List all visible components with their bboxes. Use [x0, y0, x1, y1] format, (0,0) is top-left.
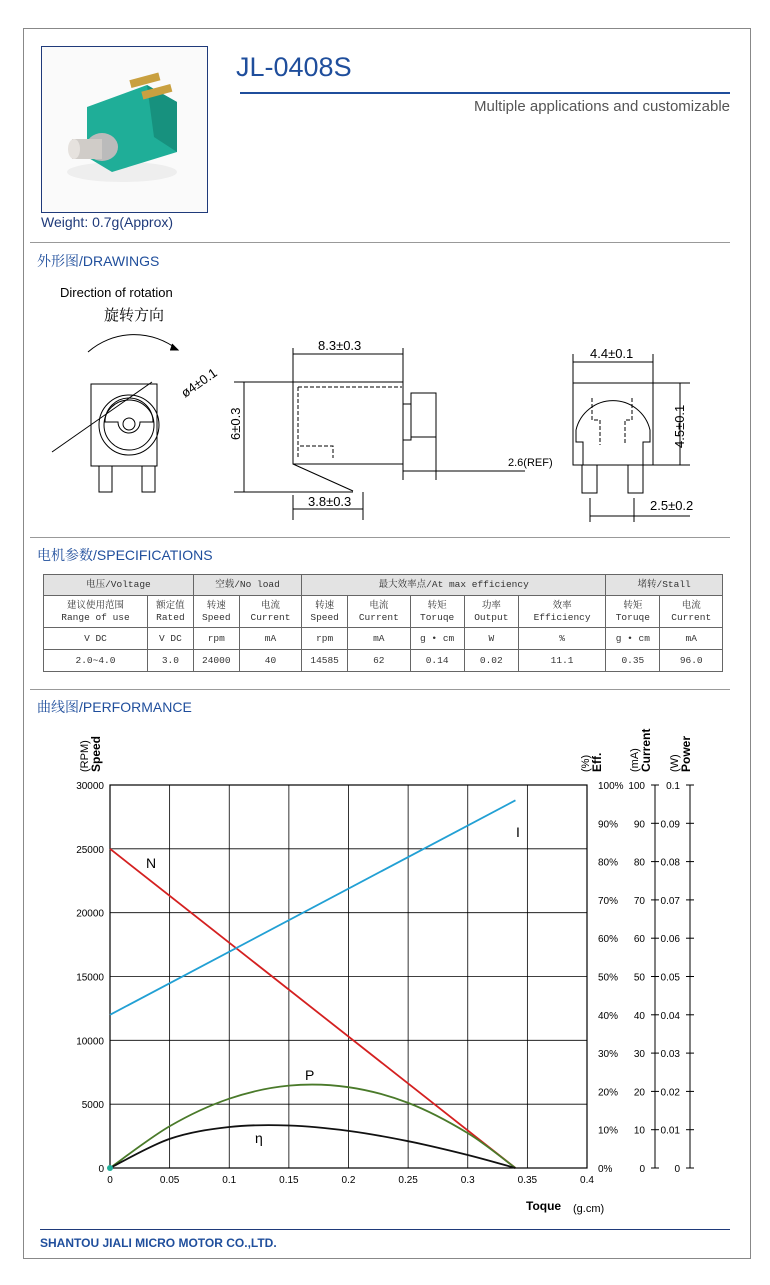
spec-header [518, 596, 605, 628]
eff-tick-label: 30% [598, 1049, 619, 1061]
header-cn: 转速 [206, 599, 226, 611]
header-cn: 转速 [315, 599, 335, 611]
speed-tick-label: 0 [98, 1164, 104, 1175]
header-en: Speed [202, 611, 231, 623]
series-line-I [110, 800, 515, 1014]
eff-tick-label: 10% [598, 1125, 619, 1137]
header-en: Current [250, 611, 291, 623]
weight-label: Weight: 0.7g(Approx) [41, 214, 174, 230]
speed-tick-label: 30000 [76, 781, 104, 792]
spec-header [660, 596, 723, 628]
current-tick-label: 50 [633, 972, 645, 984]
power-tick-label: 0 [674, 1164, 680, 1175]
spec-header [193, 596, 239, 628]
header-cn: 额定值 [156, 599, 185, 611]
x-tick-label: 0 [107, 1175, 113, 1186]
x-tick-label: 0.05 [159, 1175, 180, 1186]
current-tick-label: 40 [633, 1010, 645, 1022]
drawings-section-title: 外形图/DRAWINGS [37, 253, 160, 269]
speed-tick-label: 10000 [76, 1036, 104, 1048]
header-en: Range of use [61, 611, 130, 623]
group-no-load: 空载/No load [193, 575, 301, 596]
current-tick-label: 80 [633, 857, 645, 869]
eff-tick-label: 80% [598, 857, 619, 869]
x-tick-label: 0.35 [517, 1175, 538, 1186]
dim-width: 4.4±0.1 [590, 346, 634, 361]
spec-value: 3.0 [147, 650, 193, 672]
speed-axis-title: Speed [89, 735, 103, 772]
power-tick-label: 0.08 [660, 857, 680, 869]
current-tick-label: 30 [633, 1049, 645, 1061]
spec-value: 24000 [193, 650, 239, 672]
dim-terminal: 3.8±0.3 [308, 494, 352, 509]
speed-tick-label: 25000 [76, 844, 104, 856]
current-tick-label: 90 [633, 819, 645, 831]
eff-tick-label: 50% [598, 972, 619, 984]
spec-unit: g • cm [410, 628, 464, 650]
divider [30, 689, 730, 690]
spec-value: 0.35 [606, 650, 660, 672]
series-line-eta [110, 1125, 515, 1168]
header-cn: 电流 [369, 599, 389, 611]
spec-header [147, 596, 193, 628]
spec-unit: mA [348, 628, 410, 650]
x-axis-unit: (g.cm) [573, 1203, 605, 1215]
x-axis-title: Toque [526, 1199, 562, 1213]
origin-marker [107, 1165, 113, 1171]
specs-section-title: 电机参数/SPECIFICATIONS [37, 547, 213, 563]
product-photo [41, 46, 208, 213]
spec-header [410, 596, 464, 628]
spec-header [348, 596, 410, 628]
dim-height: 6±0.3 [228, 407, 243, 440]
spec-header [44, 596, 148, 628]
speed-tick-label: 15000 [76, 972, 104, 984]
header-en: Toruqe [420, 611, 455, 623]
header-cn: 电流 [260, 599, 280, 611]
speed-axis-unit: (RPM) [79, 740, 91, 772]
spec-unit: V DC [147, 628, 193, 650]
spec-header [239, 596, 301, 628]
power-tick-label: 0.01 [660, 1125, 680, 1137]
header-cn: 功率 [481, 599, 501, 611]
spec-header [606, 596, 660, 628]
dim-diameter: ø4±0.1 [178, 365, 220, 401]
header-cn: 电流 [681, 599, 701, 611]
product-title: JL-0408S [236, 52, 352, 82]
series-label: η [255, 1130, 263, 1146]
header-en: Current [358, 611, 399, 623]
eff-tick-label: 20% [598, 1087, 619, 1099]
performance-chart [0, 710, 770, 1220]
group-max-eff: 最大效率点/At max efficiency [302, 575, 606, 596]
dim-side-height: 4.5±0.1 [672, 404, 687, 448]
power-tick-label: 0.03 [660, 1049, 680, 1061]
header-en: Speed [310, 611, 339, 623]
speed-tick-label: 20000 [76, 908, 104, 920]
series-label: I [516, 824, 520, 840]
current-tick-label: 0 [639, 1164, 645, 1175]
spec-unit: V DC [44, 628, 148, 650]
x-tick-label: 0.2 [341, 1175, 356, 1186]
header-cn: 效率 [552, 599, 572, 611]
power-tick-label: 0.06 [660, 934, 680, 946]
group-stall: 堵转/Stall [606, 575, 723, 596]
current-axis-title: Current [639, 728, 653, 772]
spec-value: 11.1 [518, 650, 605, 672]
performance-section-title: 曲线图/PERFORMANCE [37, 699, 192, 715]
power-axis-unit: (W) [669, 754, 681, 772]
header-cn: 建议使用范围 [66, 599, 124, 611]
dim-shaft: 2.6(REF) [508, 457, 553, 469]
series-label: N [146, 855, 157, 871]
x-tick-label: 0.4 [580, 1175, 594, 1186]
eff-tick-label: 40% [598, 1010, 619, 1022]
spec-header [464, 596, 518, 628]
eff-tick-label: 60% [598, 934, 619, 946]
divider [30, 242, 730, 243]
power-tick-label: 0.09 [660, 819, 680, 831]
x-tick-label: 0.3 [460, 1175, 475, 1186]
eff-tick-label: 0% [598, 1164, 613, 1175]
power-tick-label: 0.05 [660, 972, 680, 984]
power-tick-label: 0.02 [660, 1087, 680, 1099]
x-tick-label: 0.15 [279, 1175, 299, 1186]
company-name: SHANTOU JIALI MICRO MOTOR CO.,LTD. [40, 1236, 277, 1250]
power-tick-label: 0.07 [660, 895, 680, 907]
current-tick-label: 100 [628, 781, 645, 792]
spec-value: 0.02 [464, 650, 518, 672]
spec-unit: rpm [302, 628, 348, 650]
header-en: Current [671, 611, 712, 623]
power-tick-label: 0.04 [660, 1010, 680, 1022]
header-cn: 转矩 [427, 599, 447, 611]
spec-value: 2.0~4.0 [44, 650, 148, 672]
current-tick-label: 60 [633, 934, 645, 946]
power-axis-title: Power [679, 735, 693, 772]
x-tick-label: 0.1 [222, 1175, 237, 1186]
eff-tick-label: 100% [598, 781, 624, 792]
spec-unit: % [518, 628, 605, 650]
spec-unit: W [464, 628, 518, 650]
current-tick-label: 70 [633, 895, 645, 907]
series-label: P [305, 1067, 315, 1083]
current-axis-unit: (mA) [629, 748, 641, 772]
x-tick-label: 0.25 [398, 1175, 418, 1186]
spec-value: 96.0 [660, 650, 723, 672]
spec-unit: g • cm [606, 628, 660, 650]
eff-tick-label: 70% [598, 895, 619, 907]
spec-unit: rpm [193, 628, 239, 650]
eff-axis-title: Eff. [590, 752, 604, 772]
header-en: Toruqe [615, 611, 650, 623]
footer-divider [40, 1229, 730, 1230]
spec-table [43, 574, 723, 672]
header-en: Efficiency [533, 611, 591, 623]
group-voltage: 电压/Voltage [44, 575, 194, 596]
title-divider [240, 92, 730, 94]
rotation-label-cn: 旋转方向 [104, 307, 165, 324]
spec-value: 0.14 [410, 650, 464, 672]
header-en: Output [474, 611, 509, 623]
product-subtitle: Multiple applications and customizable [474, 98, 730, 115]
eff-tick-label: 90% [598, 819, 619, 831]
dimension-drawing [0, 270, 770, 530]
rotation-label-en: Direction of rotation [60, 285, 173, 300]
spec-value: 62 [348, 650, 410, 672]
spec-header [302, 596, 348, 628]
divider [30, 537, 730, 538]
dim-length: 8.3±0.3 [318, 338, 362, 353]
eff-axis-unit: (%) [580, 754, 592, 772]
header-en: Rated [156, 611, 185, 623]
series-line-N [110, 849, 515, 1168]
speed-tick-label: 5000 [81, 1100, 104, 1112]
current-tick-label: 10 [633, 1125, 645, 1137]
dim-pin-pitch: 2.5±0.2 [650, 498, 694, 513]
spec-unit: mA [660, 628, 723, 650]
power-tick-label: 0.1 [666, 781, 680, 792]
spec-unit: mA [239, 628, 301, 650]
spec-value: 14585 [302, 650, 348, 672]
header-cn: 转矩 [623, 599, 643, 611]
current-tick-label: 20 [633, 1087, 645, 1099]
spec-value: 40 [239, 650, 301, 672]
